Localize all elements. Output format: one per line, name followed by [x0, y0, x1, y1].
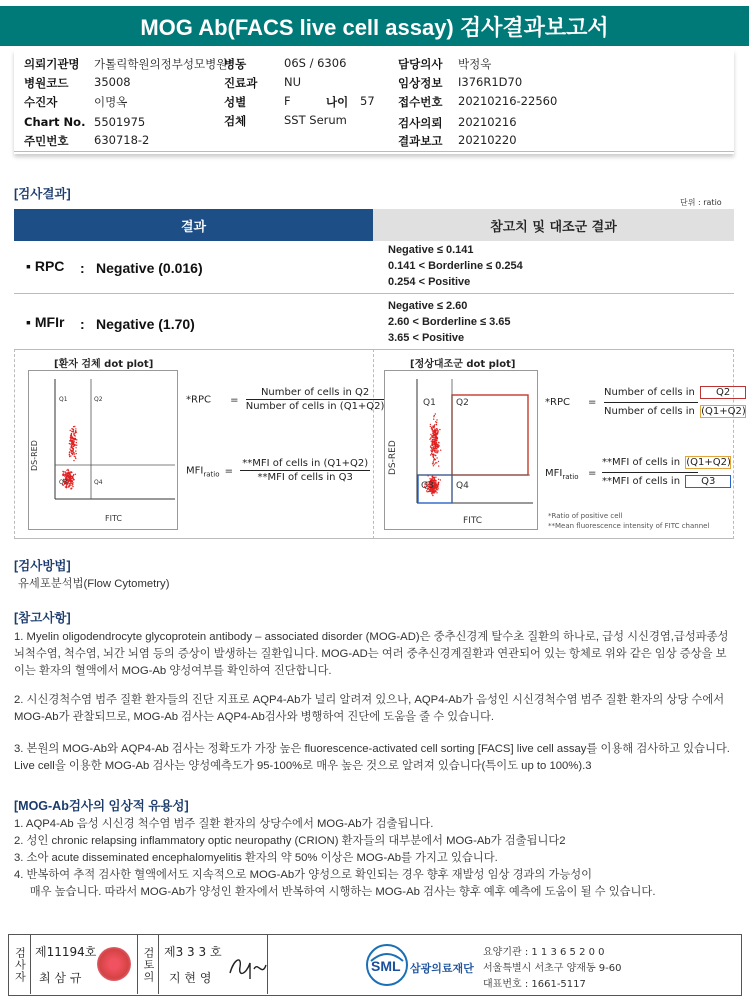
dot	[76, 445, 77, 446]
dot	[431, 441, 432, 442]
dot	[432, 456, 433, 457]
dot	[438, 461, 439, 462]
dot	[430, 446, 431, 447]
dot	[437, 488, 438, 489]
dot	[435, 455, 436, 456]
dot	[70, 443, 71, 444]
dot	[430, 434, 431, 435]
q4-label: Q4	[94, 479, 103, 486]
info-row: Chart No.	[24, 115, 86, 129]
dot	[435, 484, 436, 485]
dot	[436, 484, 437, 485]
dot	[74, 433, 75, 434]
dot	[435, 434, 436, 435]
dot	[434, 477, 435, 478]
method-section-title: [검사방법]	[14, 559, 71, 573]
dot	[68, 486, 69, 487]
dot	[66, 487, 67, 488]
phone: 대표번호 : 1661-5117	[483, 979, 586, 990]
dot	[435, 462, 436, 463]
x-axis-label: FITC	[105, 514, 122, 523]
mfi-value: Negative (1.70)	[96, 316, 195, 332]
info-value: 가톨릭학원의정부성모병원	[94, 57, 228, 71]
dot	[432, 437, 433, 438]
dot	[432, 492, 433, 493]
dot	[440, 450, 441, 451]
dot	[431, 453, 432, 454]
dot	[431, 454, 432, 455]
dot	[68, 470, 69, 471]
dot	[434, 415, 435, 416]
dot	[436, 452, 437, 453]
dot	[434, 448, 435, 449]
dot	[435, 443, 436, 444]
dot	[73, 426, 74, 427]
control-plot-svg	[385, 371, 537, 529]
control-dot-plot	[384, 370, 538, 530]
address: 서울특별시 서초구 양재동 9-60	[483, 963, 622, 974]
info-row: 임상정보	[398, 76, 443, 90]
control-mfi-num: **MFI of cells in (Q1+Q2)	[602, 457, 731, 468]
dot	[63, 473, 64, 474]
dot	[435, 413, 436, 414]
signature	[224, 949, 270, 985]
dot	[429, 478, 430, 479]
reviewer-license: 제3 3 3 호	[164, 945, 222, 959]
rpc-separator: :	[80, 260, 85, 276]
org-code: 요양기관 : 1 1 3 6 5 2 0 0	[483, 947, 605, 958]
list-item: 2. 성인 chronic relapsing inflammatory optic neuropathy (CRION) 환자들의 대부분에서 MOG-Ab가 검출됩니다2	[14, 835, 566, 847]
note-paragraph-1: 1. Myelin oligodendrocyte glycoprotein antibody – associated disorder (MOG-AD)은 중추신경계 탈수초 질환의 하나로, 급성 시신경염,급성파종성 뇌척수염, 척수염, 뇌간 뇌염 등의 증상이 발생하는 질환입니다. MOG-AD는 여러 중추신경계질환과 연관되어 있는 항체로 위와 같은 임상 증상을 보이는 환자의 혈액에서 MOG-Ab 양성여부를 확인하여 진단합니다.	[14, 631, 729, 677]
seal-stamp	[97, 947, 131, 981]
mfi-reference: Negative ≤ 2.60 2.60 < Borderline ≤ 3.65 3.65 < Positive	[388, 300, 511, 344]
dot	[71, 485, 72, 486]
dot	[435, 477, 436, 478]
dot	[75, 450, 76, 451]
info-value: 이명옥	[94, 95, 128, 109]
dot	[433, 437, 434, 438]
info-value: 630718-2	[94, 133, 150, 147]
list-item: 1. AQP4-Ab 음성 시신경 척수염 범주 질환 환자의 상당수에서 MOG-Ab가 검출됩니다.	[14, 818, 434, 830]
control-rpc-label: *RPC	[545, 397, 570, 408]
dot	[73, 474, 74, 475]
dot	[73, 434, 74, 435]
control-rpc-num: Number of cells in Q2	[604, 386, 746, 399]
dot	[434, 479, 435, 480]
dot	[433, 454, 434, 455]
dot	[75, 447, 76, 448]
dot	[432, 445, 433, 446]
dot	[432, 451, 433, 452]
dot	[71, 431, 72, 432]
dot	[69, 479, 70, 480]
dot	[70, 437, 71, 438]
dot	[439, 445, 440, 446]
dot	[69, 474, 70, 475]
q1-label: Q1	[59, 396, 68, 403]
dot	[440, 479, 441, 480]
footer-divider	[267, 935, 268, 994]
q3-label: Q3	[421, 481, 434, 491]
info-value: 20210216-22560	[458, 94, 558, 108]
clinical-section-title: [MOG-Ab검사의 임상적 유용성]	[14, 799, 189, 813]
dot	[434, 446, 435, 447]
dot	[71, 428, 72, 429]
dot	[62, 475, 63, 476]
dot	[71, 440, 72, 441]
dot	[75, 430, 76, 431]
list-item: 매우 높습니다. 따라서 MOG-Ab가 양성인 환자에서 반복하여 시행하는 MOG-Ab 검사는 향후 예후 예측에 도움이 될 수 있습니다.	[14, 886, 656, 898]
dot	[434, 424, 435, 425]
dot	[75, 456, 76, 457]
dot	[73, 460, 74, 461]
dot	[438, 465, 439, 466]
dot	[437, 447, 438, 448]
list-item: 3. 소아 acute disseminated encephalomyelitis 환자의 약 50% 이상은 MOG-Ab를 가지고 있습니다.	[14, 852, 498, 864]
patient-dot-plot	[28, 370, 178, 530]
dot	[437, 486, 438, 487]
info-value: I376R1D70	[458, 75, 523, 89]
dot	[437, 431, 438, 432]
reviewer-name: 지 현 영	[169, 971, 212, 985]
age-label: 나이	[326, 95, 349, 109]
dot	[71, 447, 72, 448]
dot	[430, 438, 431, 439]
control-rpc-eq: =	[588, 397, 597, 408]
dot	[438, 430, 439, 431]
patient-plot-title: [환자 검체 dot plot]	[54, 359, 154, 370]
y-axis-label: DS-RED	[388, 440, 398, 475]
info-row: 주민번호	[24, 134, 69, 148]
dot	[69, 483, 70, 484]
rpc-formula: *RPC = $\frac{\text{Number of cells in Q2}}{\text{Number of cells in (Q1+Q2)}}$	[186, 387, 385, 412]
dot	[71, 451, 72, 452]
dot	[75, 435, 76, 436]
dot	[75, 444, 76, 445]
info-value: NU	[284, 75, 302, 89]
signature-footer	[8, 934, 742, 996]
footnote-ratio: *Ratio of positive cell	[548, 512, 623, 520]
result-column-header: 결과	[14, 209, 373, 241]
dot	[433, 462, 434, 463]
dot	[74, 453, 75, 454]
dot	[69, 440, 70, 441]
info-row: 병원코드	[24, 76, 69, 90]
dot	[65, 473, 66, 474]
dot	[434, 439, 435, 440]
dot	[436, 419, 437, 420]
dot	[434, 491, 435, 492]
logo-short: SML	[371, 958, 401, 974]
dot	[69, 452, 70, 453]
dot	[70, 481, 71, 482]
patient-plot-svg	[29, 371, 177, 529]
dot	[73, 445, 74, 446]
dot	[72, 444, 73, 445]
dot	[432, 428, 433, 429]
dot	[432, 476, 433, 477]
dot	[76, 432, 77, 433]
dot	[72, 482, 73, 483]
dot	[67, 475, 68, 476]
dot	[71, 488, 72, 489]
dot	[73, 430, 74, 431]
rpc-reference: Negative ≤ 0.141 0.141 < Borderline ≤ 0.254 0.254 < Positive	[388, 244, 523, 288]
dot	[66, 470, 67, 471]
dot	[427, 475, 428, 476]
dot	[434, 464, 435, 465]
dot	[430, 424, 431, 425]
dot	[432, 493, 433, 494]
dot	[437, 433, 438, 434]
dot	[76, 453, 77, 454]
note-paragraph-3: 3. 본원의 MOG-Ab와 AQP4-Ab 검사는 정확도가 가장 높은 fluorescence-activated cell sorting [FACS] live cell assay를 이용해 검사하고 있습니다. Live cell을 이용한 MOG-Ab 검사는 양성예측도가 95-100%로 매우 높은 것으로 알려져 있습니다(특이도 up to 100%).3	[14, 743, 730, 772]
control-rpc-den: Number of cells in (Q1+Q2)	[604, 406, 746, 417]
dot	[69, 476, 70, 477]
dot	[75, 458, 76, 459]
notes-section-title: [참고사항]	[14, 611, 71, 625]
info-value: 35008	[94, 75, 131, 89]
dot	[436, 448, 437, 449]
dotplot-divider	[373, 349, 374, 539]
dot	[436, 492, 437, 493]
dot	[71, 472, 72, 473]
q2-label: Q2	[94, 396, 103, 403]
dot	[73, 440, 74, 441]
q3-label: Q3	[59, 479, 68, 486]
info-value: 20210220	[458, 133, 517, 147]
info-row: 병동	[224, 57, 247, 71]
dot	[75, 474, 76, 475]
dot	[439, 429, 440, 430]
note-paragraph-2: 2. 시신경척수염 범주 질환 환자들의 진단 지표로 AQP4-Ab가 널리 알려져 있으나, AQP4-Ab가 음성인 시신경척수염 범주 질환 환자의 상당 수에서 MOG-Ab가 관찰되므로, MOG-Ab 검사는 AQP4-Ab검사와 병행하여 진단에 도움을 줄 수 있습니다.	[14, 694, 725, 723]
dot	[436, 488, 437, 489]
dot	[62, 471, 63, 472]
dot	[433, 459, 434, 460]
dot	[64, 475, 65, 476]
dot	[435, 491, 436, 492]
q1-label: Q1	[423, 398, 436, 408]
dot	[435, 437, 436, 438]
patient-info	[14, 50, 734, 152]
dot	[436, 450, 437, 451]
dot	[69, 448, 70, 449]
dot	[433, 416, 434, 417]
dot	[71, 435, 72, 436]
dot	[435, 421, 436, 422]
info-row: 검사의뢰	[398, 116, 443, 130]
dot	[432, 439, 433, 440]
control-mfi-den: **MFI of cells in Q3	[602, 475, 731, 488]
control-rpc-bar	[604, 402, 698, 403]
dot	[438, 482, 439, 483]
dot	[75, 428, 76, 429]
dot	[438, 479, 439, 480]
dot	[65, 477, 66, 478]
mfi-label: ▪ MFIr	[26, 314, 65, 330]
dot	[433, 435, 434, 436]
dot	[438, 442, 439, 443]
dot	[433, 457, 434, 458]
dot	[433, 465, 434, 466]
dot	[73, 478, 74, 479]
dot	[433, 419, 434, 420]
mfi-separator: :	[80, 316, 85, 332]
q4-label: Q4	[456, 481, 469, 491]
unit-label: 단위 : ratio	[680, 198, 722, 207]
clinical-list	[14, 816, 739, 901]
info-row: 의뢰기관명	[24, 57, 80, 71]
row-divider	[14, 293, 734, 294]
dot	[67, 473, 68, 474]
info-value: SST Serum	[284, 113, 347, 127]
dot	[71, 476, 72, 477]
x-axis-label: FITC	[463, 516, 483, 526]
dot	[72, 452, 73, 453]
dot	[74, 426, 75, 427]
dot	[429, 439, 430, 440]
dot	[65, 471, 66, 472]
results-section-title: [검사결과]	[14, 187, 71, 201]
reference-column-header: 참고치 및 대조군 결과	[373, 209, 734, 241]
info-row: 수진자	[24, 95, 58, 109]
dot	[432, 495, 433, 496]
rpc-value: Negative (0.016)	[96, 260, 203, 276]
control-mfi-bar	[602, 472, 698, 473]
info-row: 담당의사	[398, 57, 443, 71]
dot	[433, 441, 434, 442]
info-row: 접수번호	[398, 95, 443, 109]
dot	[436, 424, 437, 425]
dot	[70, 482, 71, 483]
dot	[72, 486, 73, 487]
dot	[69, 456, 70, 457]
examiner-label: 검사자	[9, 935, 31, 994]
dot	[434, 482, 435, 483]
dot	[437, 429, 438, 430]
dot	[430, 454, 431, 455]
dot	[73, 438, 74, 439]
dot	[430, 450, 431, 451]
control-mfi-eq: =	[588, 468, 597, 479]
info-value: F	[284, 94, 291, 108]
y-axis-label: DS-RED	[30, 440, 39, 471]
dot	[435, 432, 436, 433]
logo-name: 삼광의료재단	[410, 962, 474, 975]
info-value: 박정욱	[458, 57, 492, 71]
mfi-formula: $MFI_{ratio}$ = $\frac{\text{**MFI of cells in (Q1+Q2)}}{\text{**MFI of cells in Q3}}$	[186, 458, 369, 483]
dot	[437, 438, 438, 439]
list-item: 4. 반복하여 추적 검사한 혈액에서도 지속적으로 MOG-Ab가 양성으로 확인되는 경우 향후 재발성 임상 경과의 가능성이	[14, 869, 593, 881]
info-value: 20210216	[458, 115, 517, 129]
dot	[432, 478, 433, 479]
footnote-mfi: **Mean fluorescence intensity of FITC channel	[548, 522, 710, 530]
dot	[73, 443, 74, 444]
dot	[438, 484, 439, 485]
examiner-name: 최 삼 규	[39, 971, 82, 985]
dot	[73, 429, 74, 430]
q2-label: Q2	[456, 398, 469, 408]
dot	[431, 443, 432, 444]
dot	[71, 434, 72, 435]
dot	[436, 457, 437, 458]
dot	[436, 443, 437, 444]
age-value: 57	[360, 94, 375, 108]
dot	[430, 426, 431, 427]
dot	[69, 454, 70, 455]
method-text: 유세포분석법(Flow Cytometry)	[18, 578, 170, 590]
report-title: MOG Ab(FACS live cell assay) 검사결과보고서	[0, 6, 749, 46]
info-value: 06S / 6306	[284, 56, 347, 70]
dot	[435, 431, 436, 432]
dot	[434, 426, 435, 427]
reviewer-label: 검토의	[137, 935, 159, 994]
info-row: 결과보고	[398, 134, 443, 148]
info-row: 진료과	[224, 76, 258, 90]
info-row: 성별	[224, 95, 247, 109]
info-value: 5501975	[94, 115, 146, 129]
dot	[435, 440, 436, 441]
control-plot-title: [정상대조군 dot plot]	[410, 359, 516, 370]
dot	[433, 432, 434, 433]
examiner-license: 제11194호	[35, 945, 97, 959]
dot	[68, 481, 69, 482]
dot	[72, 477, 73, 478]
dot	[431, 435, 432, 436]
dot	[70, 430, 71, 431]
dot	[70, 455, 71, 456]
dot	[432, 449, 433, 450]
dot	[436, 462, 437, 463]
control-mfi-label: $MFI_{ratio}$	[545, 468, 579, 481]
info-row: 검체	[224, 114, 247, 128]
rpc-label: ▪ RPC	[26, 258, 65, 274]
dot	[72, 450, 73, 451]
dot	[431, 448, 432, 449]
dot	[76, 442, 77, 443]
